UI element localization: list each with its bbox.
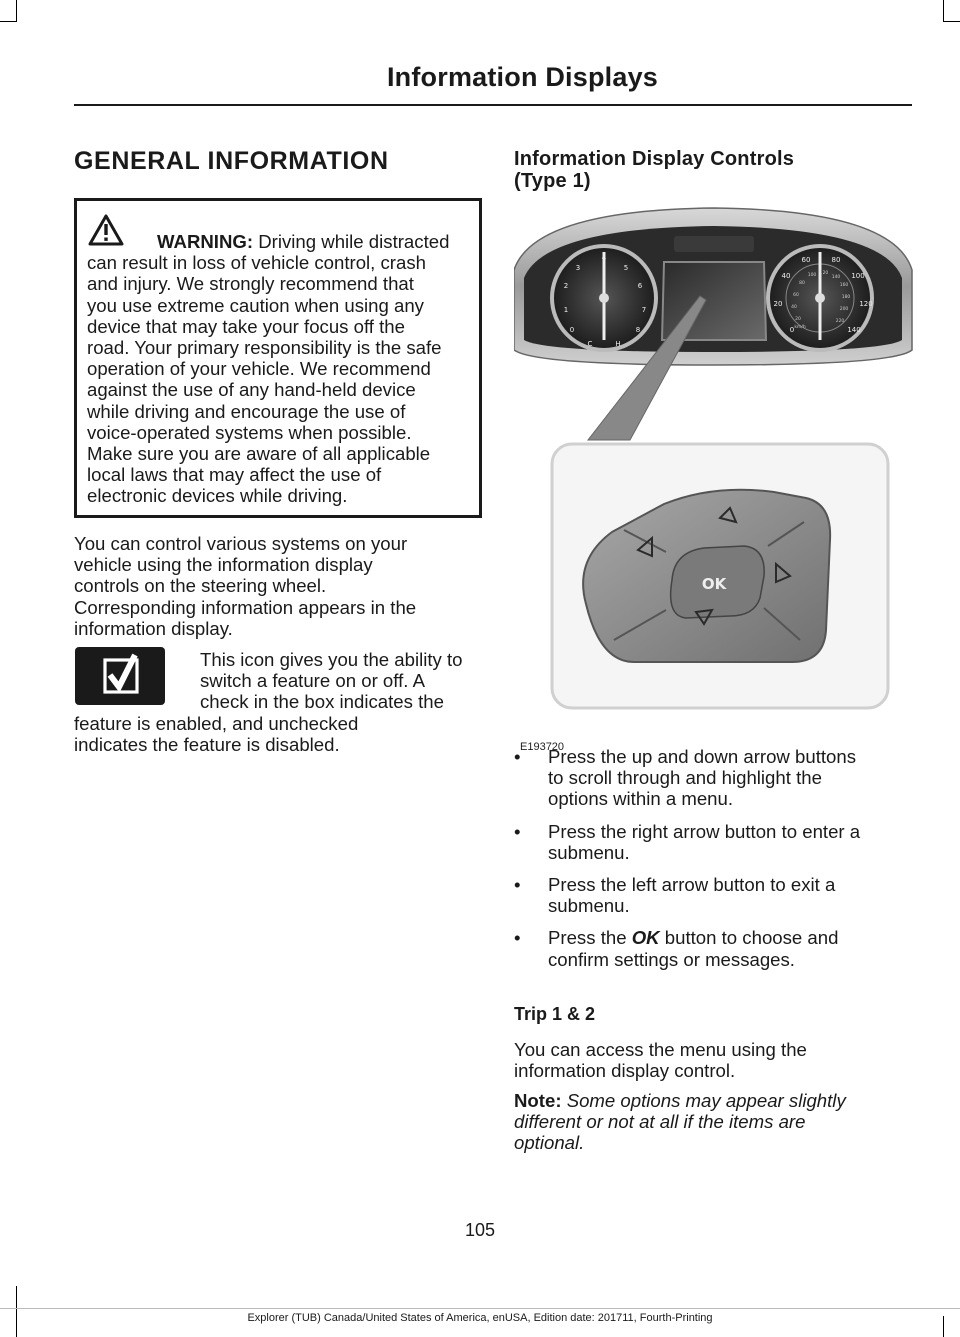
text-line: Corresponding information appears in the	[74, 596, 417, 618]
speed-inner-label: 200	[839, 307, 849, 312]
trip-heading: Trip 1 & 2	[514, 1004, 596, 1024]
speed-inner-label: 20	[795, 317, 801, 322]
list-item: • Press the OK button to choose and confirm settings or messages.	[514, 927, 914, 969]
warning-line: against the use of any hand-held device	[87, 379, 416, 401]
temp-label: H	[615, 340, 621, 348]
warning-text	[87, 231, 479, 507]
speed-inner-label: 120	[819, 271, 829, 276]
warning-line: local laws that may affect the use of	[87, 464, 382, 486]
temp-label: C	[587, 340, 593, 348]
text-line: vehicle using the information display	[74, 554, 373, 576]
warning-line: while driving and encourage the use of	[87, 400, 406, 422]
gauge-units: km/h	[794, 325, 806, 330]
speed-label: 80	[831, 256, 841, 264]
page-number: 105	[464, 1220, 496, 1240]
tach-label: 3	[575, 264, 581, 272]
footer-text: Explorer (TUB) Canada/United States of America, enUSA, Edition date: 201711, Fourth-Printing	[247, 1312, 713, 1324]
crop-mark	[16, 0, 17, 22]
warning-line: operation of your vehicle. We recommend	[87, 358, 431, 380]
warning-box	[74, 198, 482, 518]
text-line: information display control.	[514, 1060, 736, 1082]
icon-description	[200, 649, 463, 713]
tach-label: 7	[641, 306, 647, 314]
warning-line: voice-operated systems when possible.	[87, 421, 412, 443]
text-line: different or not at all if the items are	[514, 1111, 806, 1133]
list-item: • Press the right arrow button to enter a submenu.	[514, 821, 914, 863]
text-line: Some options may appear slightly	[566, 1090, 846, 1111]
crop-mark	[943, 0, 944, 22]
text-line: confirm settings or messages.	[548, 948, 795, 970]
warning-line: Driving while distracted	[258, 231, 450, 252]
text-line: to scroll through and highlight the	[548, 767, 822, 789]
tach-label: 0	[569, 326, 575, 334]
text-line: Press the left arrow button to exit a	[548, 874, 836, 896]
section-title: Information Displays	[386, 62, 658, 92]
tach-label: 6	[637, 282, 643, 290]
speed-label: 0	[789, 326, 795, 334]
text-line: controls on the steering wheel.	[74, 575, 327, 597]
text-run: button to choose and	[659, 927, 839, 949]
header-divider	[74, 104, 912, 106]
footer-divider	[0, 1308, 960, 1309]
heading-line: Information Display Controls	[514, 148, 795, 170]
speed-inner-label: 100	[807, 273, 817, 278]
heading-line: (Type 1)	[514, 170, 591, 192]
note-label: Note:	[514, 1090, 562, 1111]
instrument-cluster-figure	[514, 200, 914, 760]
text-line: This icon gives you the ability to	[200, 649, 463, 670]
speed-inner-label: 180	[841, 295, 851, 300]
text-line: Press the up and down arrow buttons	[548, 746, 857, 767]
text-line: switch a feature on or off. A	[200, 670, 425, 692]
section-heading: GENERAL INFORMATION	[74, 147, 389, 175]
list-item: • Press the left arrow button to exit a submenu.	[514, 874, 914, 916]
text-line: Press the right arrow button to enter a	[548, 820, 861, 842]
controls-bullet-list	[514, 746, 914, 981]
note-paragraph	[514, 1090, 846, 1154]
text-line: optional.	[514, 1132, 585, 1154]
icon-description-cont	[74, 713, 358, 755]
speed-inner-label: 160	[839, 283, 849, 288]
speed-label: 40	[781, 272, 791, 280]
text-line: check in the box indicates the	[200, 691, 444, 713]
tach-label: 8	[635, 326, 641, 334]
text-run: Press the	[548, 927, 632, 949]
text-line: indicates the feature is disabled.	[74, 734, 340, 756]
figure-code: E193720	[520, 741, 565, 753]
checkbox-icon	[75, 647, 165, 705]
warning-label: WARNING:	[157, 231, 254, 252]
speed-inner-label: 60	[793, 293, 799, 298]
text-line: submenu.	[548, 895, 630, 917]
speed-label: 60	[801, 256, 811, 264]
tach-label: 4	[601, 254, 607, 262]
warning-line: Make sure you are aware of all applicable	[87, 443, 431, 465]
warning-line: road. Your primary responsibility is the safe	[87, 337, 442, 359]
tach-label: 2	[563, 282, 569, 290]
speed-label: 120	[859, 300, 873, 308]
text-line: feature is enabled, and unchecked	[74, 713, 359, 734]
tach-label: 5	[623, 264, 629, 272]
subsection-heading	[514, 148, 794, 192]
text-line: information display.	[74, 617, 233, 639]
warning-line: electronic devices while driving.	[87, 485, 348, 507]
crop-mark	[0, 21, 16, 22]
ok-emphasis: OK	[631, 927, 660, 949]
speed-label: 20	[773, 300, 783, 308]
tach-label: 1	[563, 306, 569, 314]
list-item: • Press the up and down arrow buttons to scroll through and highlight the options within a menu.	[514, 746, 914, 810]
speed-label: 140	[847, 326, 861, 334]
warning-line: device that may take your focus off the	[87, 315, 405, 337]
warning-line: can result in loss of vehicle control, crash	[87, 252, 426, 274]
text-line: You can access the menu using the	[514, 1039, 807, 1060]
speed-inner-label: 140	[831, 275, 841, 280]
crop-mark	[944, 21, 960, 22]
text-line: options within a menu.	[548, 788, 734, 810]
access-paragraph	[514, 1039, 807, 1081]
intro-paragraph	[74, 533, 416, 639]
ok-button-label: OK	[701, 575, 727, 593]
speed-inner-label: 40	[791, 305, 797, 310]
speed-inner-label: 80	[799, 281, 805, 286]
warning-line: you use extreme caution when using any	[87, 294, 424, 316]
text-line: You can control various systems on your	[74, 533, 408, 554]
warning-line: and injury. We strongly recommend that	[87, 273, 414, 295]
text-line: submenu.	[548, 841, 630, 863]
speed-inner-label: 220	[835, 319, 845, 324]
speed-label: 100	[851, 272, 865, 280]
